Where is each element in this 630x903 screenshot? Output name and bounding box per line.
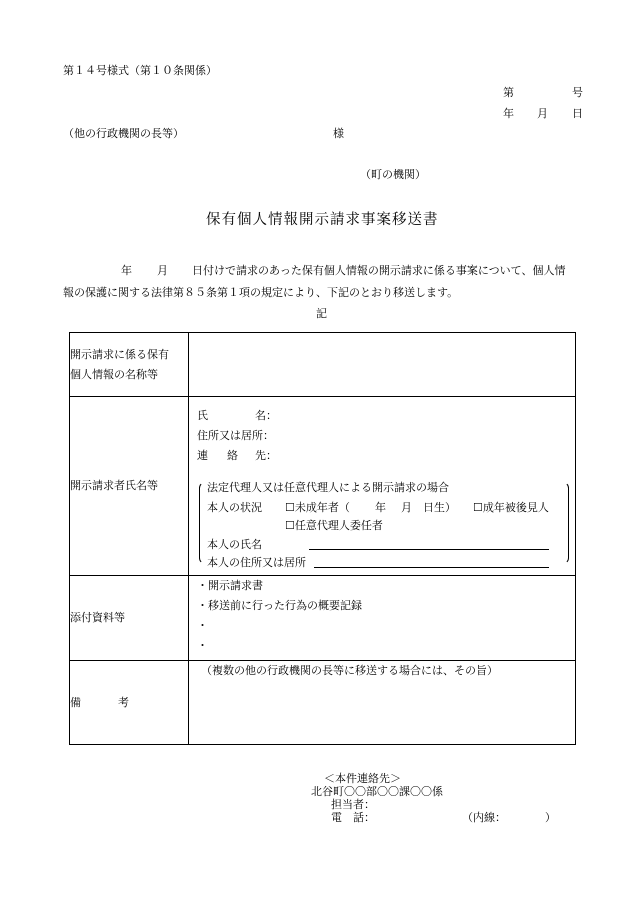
label-info-name-line-2: 個人情報の名称等 — [70, 367, 158, 381]
doc-number-prefix: 第 — [503, 86, 514, 99]
principal-address-label: 本人の住所又は居所 — [207, 556, 306, 569]
attachment-item-4: ・ — [197, 639, 208, 652]
label-requester-text: 開示請求者氏名等 — [70, 479, 158, 492]
date-year: 年 — [503, 107, 514, 120]
page-title: 保有個人情報開示請求事案移送書 — [206, 212, 439, 228]
principal-name-label: 本人の氏名 — [207, 538, 262, 551]
form-number: 第１４号様式（第１０条関係） — [63, 64, 217, 77]
remarks-label-a: 備 — [70, 695, 81, 709]
adult-ward-checkbox[interactable]: ☐成年被後見人 — [473, 501, 549, 514]
attachment-item-1: ・開示請求書 — [197, 579, 263, 592]
minor-month: 月 — [401, 501, 412, 514]
honorific: 様 — [333, 127, 344, 140]
principal-address-line[interactable] — [314, 555, 549, 568]
contact-label-a: 連 — [197, 449, 208, 462]
doc-number-suffix: 号 — [572, 86, 583, 99]
body-line-2: 報の保護に関する法律第８５条第１項の規定により、下記のとおり移送します。 — [63, 286, 459, 299]
label-requester — [70, 397, 189, 576]
row-info-name — [70, 333, 576, 397]
minor-birth: 日生） — [423, 501, 456, 514]
row-remarks — [70, 661, 576, 745]
row-attachments — [70, 576, 576, 661]
body-month: 月 — [157, 264, 168, 277]
value-remarks — [189, 661, 576, 745]
label-info-name-line-1: 開示請求に係る保有 — [70, 347, 169, 361]
contact-label-b: 絡 — [227, 449, 238, 462]
name-label-b: 名： — [255, 409, 277, 422]
label-attachments-text: 添付資料等 — [70, 611, 125, 624]
contact-heading: ＜本件連絡先＞ — [324, 772, 401, 785]
body-year: 年 — [121, 264, 132, 277]
left-bracket — [199, 482, 206, 564]
label-info-name — [70, 333, 189, 397]
voluntary-checkbox[interactable]: ☐任意代理人委任者 — [285, 519, 383, 532]
contact-phone: 電 話： — [331, 811, 375, 824]
row-requester — [70, 397, 576, 576]
right-bracket — [562, 482, 569, 564]
ki-marker: 記 — [316, 307, 327, 320]
date-day: 日 — [572, 107, 583, 120]
sender: （町の機関） — [360, 168, 426, 181]
minor-year: 年 — [375, 501, 386, 514]
status-label: 本人の状況 — [207, 501, 262, 514]
remarks-label-b: 考 — [118, 695, 129, 709]
minor-checkbox[interactable]: ☐未成年者（ — [285, 501, 350, 514]
value-requester — [189, 397, 576, 576]
contact-dept: 北谷町〇〇部〇〇課〇〇係 — [311, 785, 443, 798]
contact-label-c: 先： — [255, 449, 277, 462]
label-remarks — [70, 661, 189, 745]
contact-person: 担当者： — [331, 798, 375, 811]
address-label: 住所又は居所： — [197, 429, 274, 442]
contact-ext-close: ） — [545, 811, 556, 824]
remarks-note: （複数の他の行政機関の長等に移送する場合には、その旨） — [201, 664, 498, 677]
value-attachments — [189, 576, 576, 661]
contact-ext-open: （内線： — [462, 811, 506, 824]
value-info-name — [189, 333, 576, 397]
attachment-item-2: ・移送前に行った行為の概要記録 — [197, 599, 362, 612]
label-attachments — [70, 576, 189, 661]
date-month: 月 — [537, 107, 548, 120]
attachment-item-3: ・ — [197, 619, 208, 632]
name-label-a: 氏 — [197, 409, 208, 422]
body-line-1: 日付けで請求のあった保有個人情報の開示請求に係る事案について、個人情 — [192, 264, 566, 277]
principal-name-line[interactable] — [309, 537, 549, 550]
proxy-heading: 法定代理人又は任意代理人による開示請求の場合 — [207, 481, 449, 494]
transfer-table — [69, 332, 576, 745]
recipient: （他の行政機関の長等） — [63, 127, 184, 140]
